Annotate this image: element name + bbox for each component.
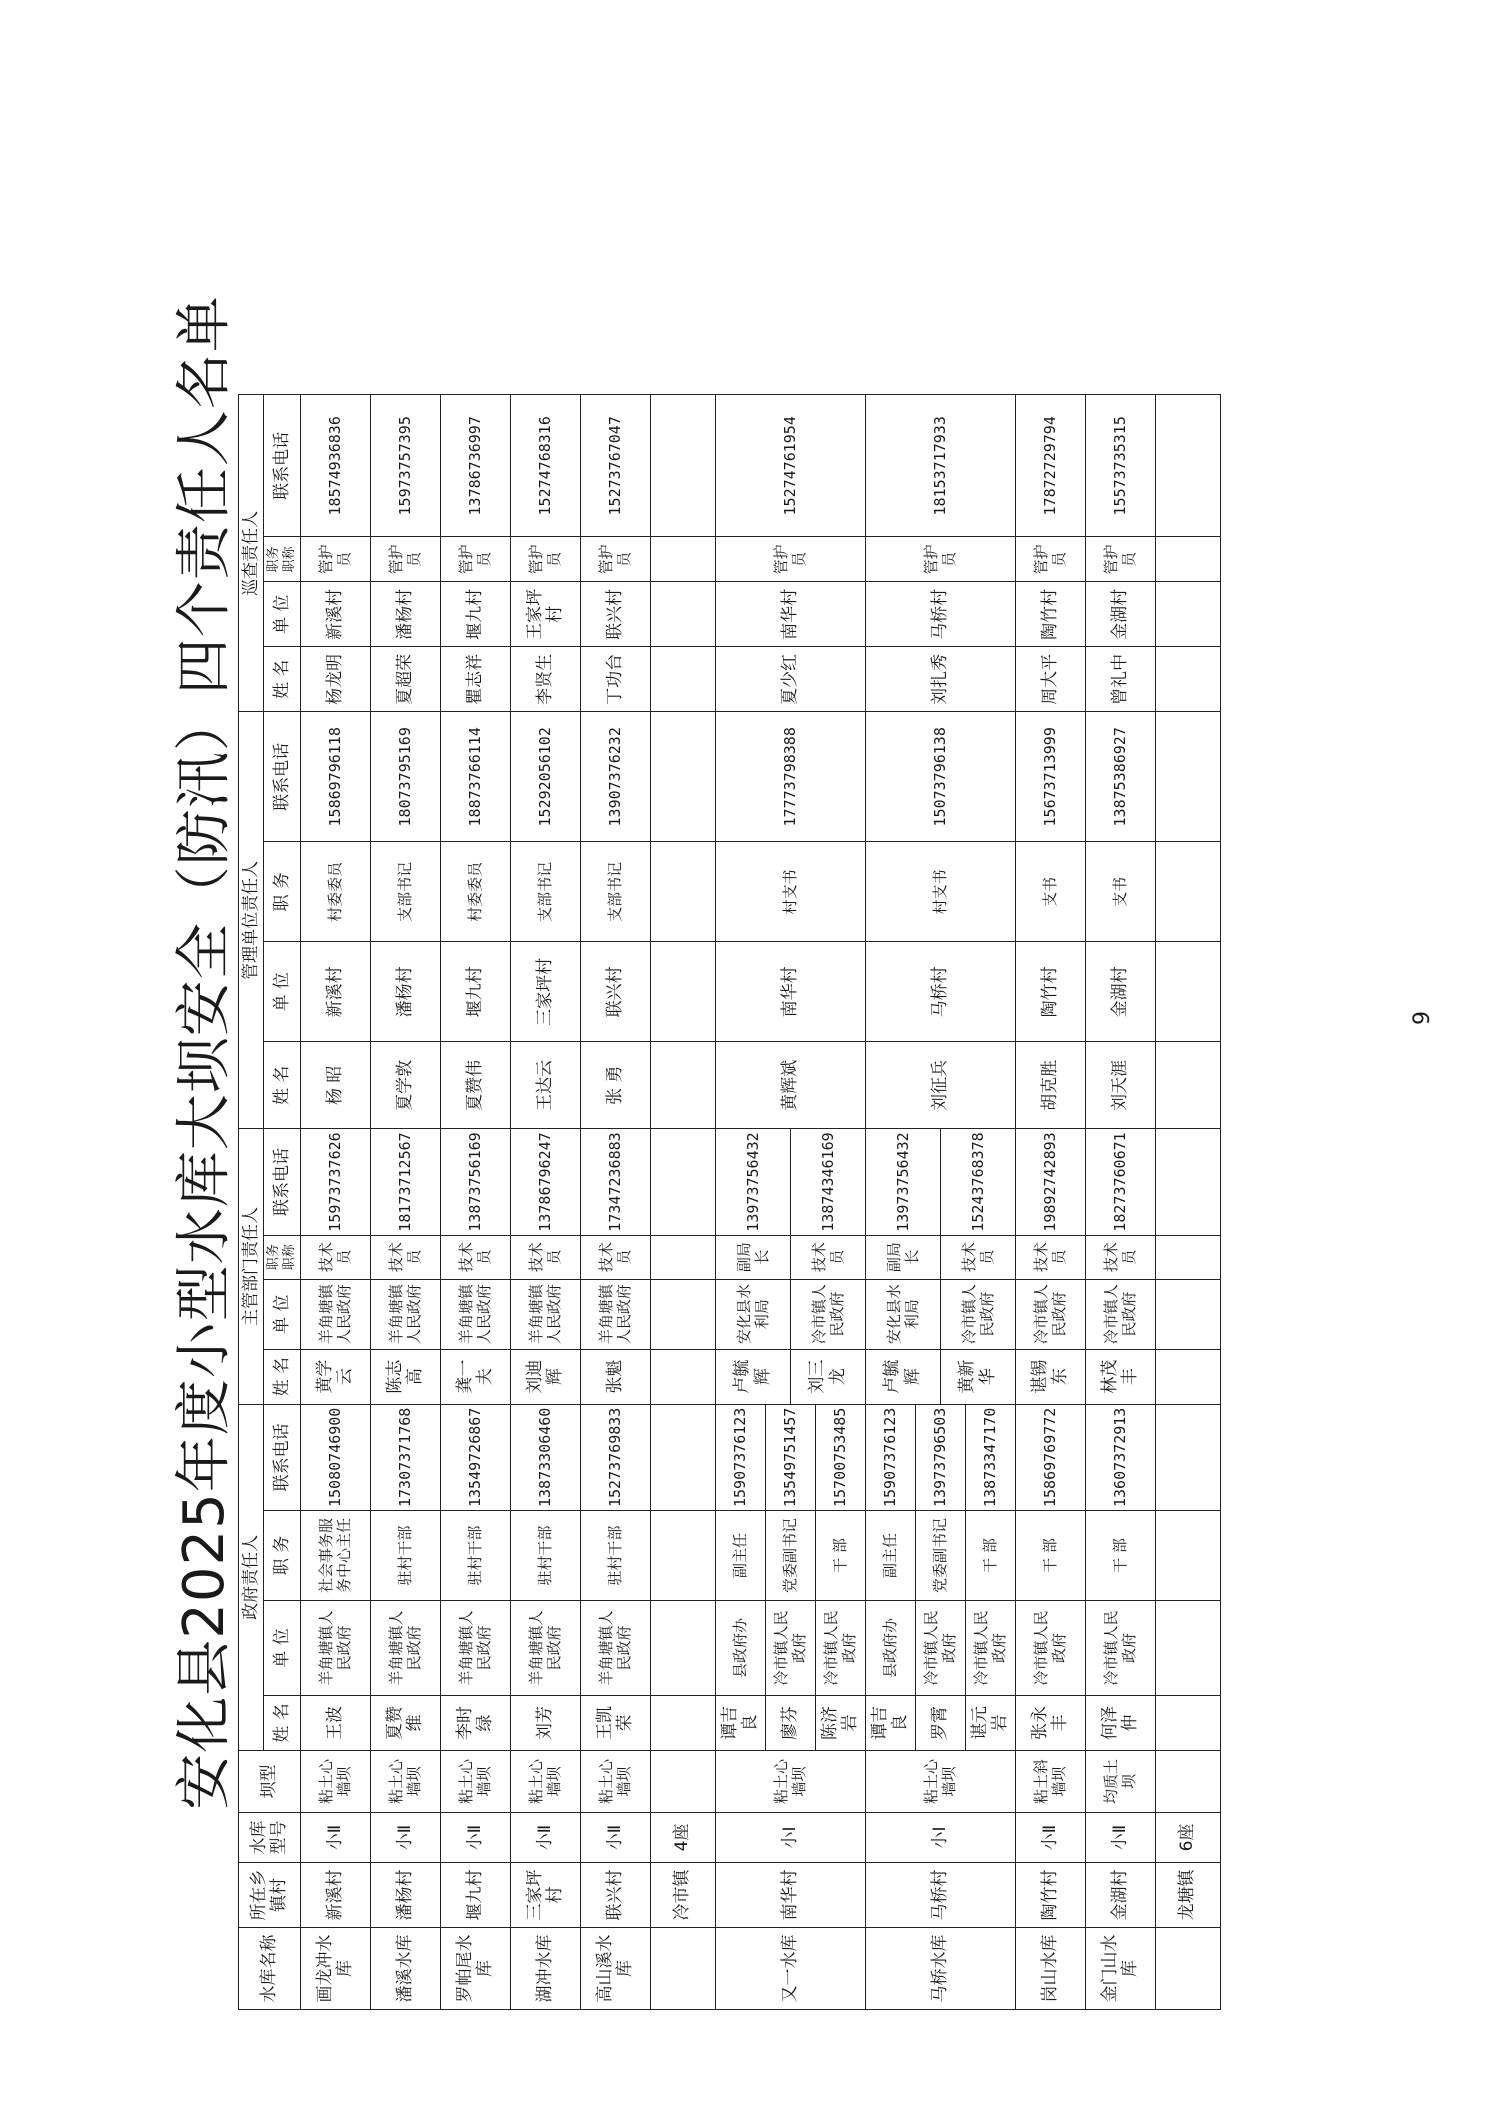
patrol-phone-cell: 15274761954 <box>715 395 865 537</box>
gov-phone-cell: 13549751457 <box>765 1404 815 1510</box>
dept-title-cell: 技术员 <box>370 1235 440 1279</box>
header-mgmt-unit: 单 位 <box>264 942 300 1042</box>
gov-unit-cell: 羊角塘镇人民政府 <box>440 1601 510 1696</box>
subtotal-blank-cell <box>650 537 715 582</box>
mgmt-position-cell: 支书 <box>1015 842 1085 942</box>
dam-type-cell: 粘土心墙坝 <box>370 1751 440 1813</box>
reservoir-type-cell: 小Ⅱ <box>1015 1813 1085 1863</box>
patrol-name-cell: 瞿志祥 <box>440 647 510 712</box>
dept-title-cell: 技术员 <box>1015 1235 1085 1279</box>
village-cell: 马桥村 <box>865 1863 1015 1928</box>
dept-title-cell: 副局长 <box>865 1235 940 1279</box>
header-patrol-phone: 联系电话 <box>264 395 300 537</box>
subtotal-blank-cell <box>1155 582 1220 647</box>
dept-title-cell: 技术员 <box>300 1235 370 1279</box>
gov-unit-cell: 冷市镇人民政府 <box>815 1601 865 1696</box>
village-cell: 堰九村 <box>440 1863 510 1928</box>
mgmt-name-cell: 夏赞伟 <box>440 1042 510 1129</box>
subtotal-blank-cell <box>650 712 715 842</box>
dept-unit-cell: 羊角塘镇人民政府 <box>580 1279 650 1349</box>
header-dept-title: 职务职称 <box>264 1235 300 1279</box>
reservoir-name-cell: 湖冲水库 <box>510 1928 580 2010</box>
gov-unit-cell: 冷市镇人民政府 <box>765 1601 815 1696</box>
patrol-phone-cell: 15973757395 <box>370 395 440 537</box>
dept-title-cell: 技术员 <box>440 1235 510 1279</box>
gov-name-cell: 李时绿 <box>440 1696 510 1751</box>
dept-name-cell: 陈志高 <box>370 1349 440 1404</box>
gov-position-cell: 干 部 <box>965 1511 1015 1601</box>
dept-unit-cell: 冷市镇人民政府 <box>1085 1279 1155 1349</box>
gov-name-cell: 廖芬 <box>765 1696 815 1751</box>
mgmt-unit-cell: 新溪村 <box>300 942 370 1042</box>
reservoir-name-cell: 金门山水库 <box>1085 1928 1155 2010</box>
gov-unit-cell: 冷市镇人民政府 <box>965 1601 1015 1696</box>
dam-type-cell: 粘土心墙坝 <box>300 1751 370 1813</box>
gov-phone-cell: 15869769772 <box>1015 1404 1085 1510</box>
patrol-phone-cell: 18574936836 <box>300 395 370 537</box>
dept-phone-cell: 18273760671 <box>1085 1129 1155 1235</box>
mgmt-unit-cell: 马桥村 <box>865 942 1015 1042</box>
gov-phone-cell: 13549726867 <box>440 1404 510 1510</box>
patrol-unit-cell: 潘杨村 <box>370 582 440 647</box>
patrol-unit-cell: 南华村 <box>715 582 865 647</box>
gov-unit-cell: 冷市镇人民政府 <box>1015 1601 1085 1696</box>
patrol-name-cell: 夏少红 <box>715 647 865 712</box>
gov-phone-cell: 13607372913 <box>1085 1404 1155 1510</box>
gov-unit-cell: 羊角塘镇人民政府 <box>510 1601 580 1696</box>
subtotal-blank-cell <box>1155 1751 1220 1813</box>
gov-phone-cell: 15700753485 <box>815 1404 865 1510</box>
gov-phone-cell: 15907376123 <box>715 1404 765 1510</box>
mgmt-phone-cell: 13875386927 <box>1085 712 1155 842</box>
responsibility-table <box>238 394 1221 2010</box>
reservoir-type-cell: 小Ⅱ <box>370 1813 440 1863</box>
patrol-name-cell: 周大平 <box>1015 647 1085 712</box>
gov-unit-cell: 羊角塘镇人民政府 <box>580 1601 650 1696</box>
village-cell: 潘杨村 <box>370 1863 440 1928</box>
mgmt-position-cell: 村委委员 <box>300 842 370 942</box>
subtotal-blank-cell <box>1155 1601 1220 1696</box>
reservoir-type-cell: 小Ⅱ <box>440 1813 510 1863</box>
reservoir-name-cell: 潘溪水库 <box>370 1928 440 2010</box>
mgmt-unit-cell: 潘杨村 <box>370 942 440 1042</box>
subtotal-blank-cell <box>1155 395 1220 537</box>
subtotal-blank-cell <box>650 942 715 1042</box>
subtotal-blank-cell <box>650 395 715 537</box>
dept-phone-cell: 15243768378 <box>940 1129 1015 1235</box>
patrol-unit-cell: 新溪村 <box>300 582 370 647</box>
table-row <box>440 395 510 2010</box>
dam-type-cell: 粘土心墙坝 <box>715 1751 865 1813</box>
header-patrol-name: 姓 名 <box>264 647 300 712</box>
gov-position-cell: 社会事务服务中心主任 <box>300 1511 370 1601</box>
gov-phone-cell: 13873306460 <box>510 1404 580 1510</box>
subtotal-blank-cell <box>650 1696 715 1751</box>
mgmt-unit-cell: 南华村 <box>715 942 865 1042</box>
dept-title-cell: 技术员 <box>940 1235 1015 1279</box>
subtotal-town-cell: 冷市镇 <box>650 1863 715 1928</box>
header-patrol-title: 职务职称 <box>264 537 300 582</box>
dept-name-cell: 谌锡东 <box>1015 1349 1085 1404</box>
dept-unit-cell: 羊角塘镇人民政府 <box>440 1279 510 1349</box>
mgmt-position-cell: 村支书 <box>715 842 865 942</box>
header-dept-unit: 单 位 <box>264 1279 300 1349</box>
header-gov-unit: 单 位 <box>264 1601 300 1696</box>
dept-name-cell: 刘迪辉 <box>510 1349 580 1404</box>
patrol-unit-cell: 王家坪村 <box>510 582 580 647</box>
dam-type-cell: 粘土心墙坝 <box>510 1751 580 1813</box>
header-dept-name: 姓 名 <box>264 1349 300 1404</box>
reservoir-type-cell: 小Ⅰ <box>715 1813 865 1863</box>
patrol-title-cell: 管护员 <box>440 537 510 582</box>
subtotal-blank-cell <box>1155 1928 1220 2010</box>
patrol-phone-cell: 15273767047 <box>580 395 650 537</box>
subtotal-blank-cell <box>1155 1404 1220 1510</box>
dept-unit-cell: 冷市镇人民政府 <box>940 1279 1015 1349</box>
table-body <box>300 395 1220 2010</box>
patrol-title-cell: 管护员 <box>510 537 580 582</box>
header-mgmt-name: 姓 名 <box>264 1042 300 1129</box>
village-cell: 陶竹村 <box>1015 1863 1085 1928</box>
header-reservoir-name: 水库名称 <box>239 1928 301 2010</box>
subtotal-blank-cell <box>1155 537 1220 582</box>
gov-name-cell: 陈济岩 <box>815 1696 865 1751</box>
gov-unit-cell: 县政府办 <box>865 1601 915 1696</box>
mgmt-position-cell: 村委委员 <box>440 842 510 942</box>
reservoir-type-cell: 小Ⅱ <box>300 1813 370 1863</box>
patrol-title-cell: 管护员 <box>1085 537 1155 582</box>
subtotal-blank-cell <box>650 1349 715 1404</box>
patrol-name-cell: 李贤生 <box>510 647 580 712</box>
table-row <box>1085 395 1155 2010</box>
gov-unit-cell: 冷市镇人民政府 <box>1085 1601 1155 1696</box>
gov-position-cell: 副主任 <box>715 1511 765 1601</box>
gov-position-cell: 驻村干部 <box>510 1511 580 1601</box>
dept-phone-cell: 13874346169 <box>790 1129 865 1235</box>
subtotal-blank-cell <box>650 842 715 942</box>
patrol-title-cell: 管护员 <box>1015 537 1085 582</box>
gov-position-cell: 副主任 <box>865 1511 915 1601</box>
dept-phone-cell: 15973737626 <box>300 1129 370 1235</box>
mgmt-position-cell: 村支书 <box>865 842 1015 942</box>
dept-name-cell: 黄学云 <box>300 1349 370 1404</box>
subtotal-blank-cell <box>1155 712 1220 842</box>
village-cell: 联兴村 <box>580 1863 650 1928</box>
subtotal-blank-cell <box>1155 1349 1220 1404</box>
table-row <box>300 395 370 2010</box>
mgmt-position-cell: 支部书记 <box>510 842 580 942</box>
reservoir-type-cell: 小Ⅰ <box>865 1813 1015 1863</box>
reservoir-type-cell: 小Ⅱ <box>1085 1813 1155 1863</box>
subtotal-blank-cell <box>1155 842 1220 942</box>
patrol-title-cell: 管护员 <box>370 537 440 582</box>
gov-name-cell: 罗霄 <box>915 1696 965 1751</box>
gov-position-cell: 党委副书记 <box>915 1511 965 1601</box>
patrol-phone-cell: 13786736997 <box>440 395 510 537</box>
mgmt-phone-cell: 15073796138 <box>865 712 1015 842</box>
gov-name-cell: 谭吉良 <box>715 1696 765 1751</box>
header-group-gov: 政府责任人 <box>239 1404 264 1750</box>
reservoir-name-cell: 又一水库 <box>715 1928 865 2010</box>
reservoir-type-cell: 小Ⅱ <box>580 1813 650 1863</box>
subtotal-blank-cell <box>650 1404 715 1510</box>
dam-type-cell: 粘土心墙坝 <box>865 1751 1015 1813</box>
patrol-title-cell: 管护员 <box>715 537 865 582</box>
subtotal-blank-cell <box>1155 1129 1220 1235</box>
subtotal-blank-cell <box>1155 1696 1220 1751</box>
subtotal-blank-cell <box>1155 1235 1220 1279</box>
patrol-phone-cell: 18153717933 <box>865 395 1015 537</box>
reservoir-type-cell: 小Ⅱ <box>510 1813 580 1863</box>
header-gov-name: 姓 名 <box>264 1696 300 1751</box>
mgmt-phone-cell: 17773798388 <box>715 712 865 842</box>
page-number: 9 <box>1410 1011 1435 1025</box>
table-row <box>580 395 650 2010</box>
mgmt-name-cell: 黄辉斌 <box>715 1042 865 1129</box>
gov-name-cell: 王凯荣 <box>580 1696 650 1751</box>
header-dept-phone: 联系电话 <box>264 1129 300 1235</box>
mgmt-unit-cell: 三家坪村 <box>510 942 580 1042</box>
dept-title-cell: 技术员 <box>510 1235 580 1279</box>
gov-position-cell: 驻村干部 <box>580 1511 650 1601</box>
dept-phone-cell: 13873756169 <box>440 1129 510 1235</box>
table-row <box>370 395 440 2010</box>
patrol-unit-cell: 联兴村 <box>580 582 650 647</box>
gov-name-cell: 谭吉良 <box>865 1696 915 1751</box>
header-group-dept: 主管部门责任人 <box>239 1129 264 1404</box>
gov-position-cell: 驻村干部 <box>440 1511 510 1601</box>
gov-name-cell: 王波 <box>300 1696 370 1751</box>
mgmt-name-cell: 刘天涯 <box>1085 1042 1155 1129</box>
dept-title-cell: 技术员 <box>580 1235 650 1279</box>
gov-unit-cell: 羊角塘镇人民政府 <box>300 1601 370 1696</box>
dept-phone-cell: 18173712567 <box>370 1129 440 1235</box>
village-cell: 南华村 <box>715 1863 865 1928</box>
subtotal-count-cell: 6座 <box>1155 1813 1220 1863</box>
subtotal-blank-cell <box>650 1042 715 1129</box>
gov-phone-cell: 15907376123 <box>865 1404 915 1510</box>
patrol-name-cell: 曾礼中 <box>1085 647 1155 712</box>
gov-phone-cell: 17307371768 <box>370 1404 440 1510</box>
gov-position-cell: 驻村干部 <box>370 1511 440 1601</box>
gov-name-cell: 夏赞维 <box>370 1696 440 1751</box>
reservoir-name-cell: 画龙冲水库 <box>300 1928 370 2010</box>
patrol-phone-cell: 15274768316 <box>510 395 580 537</box>
header-gov-position: 职 务 <box>264 1511 300 1601</box>
dept-unit-cell: 安化县水利局 <box>865 1279 940 1349</box>
patrol-phone-cell: 15573735315 <box>1085 395 1155 537</box>
subtotal-blank-cell <box>1155 647 1220 712</box>
patrol-unit-cell: 马桥村 <box>865 582 1015 647</box>
dept-unit-cell: 冷市镇人民政府 <box>790 1279 865 1349</box>
header-gov-phone: 联系电话 <box>264 1404 300 1510</box>
header-mgmt-phone: 联系电话 <box>264 712 300 842</box>
mgmt-unit-cell: 堰九村 <box>440 942 510 1042</box>
subtotal-row <box>650 395 715 2010</box>
mgmt-name-cell: 王达云 <box>510 1042 580 1129</box>
subtotal-blank-cell <box>650 647 715 712</box>
mgmt-phone-cell: 15869796118 <box>300 712 370 842</box>
gov-position-cell: 干 部 <box>1015 1511 1085 1601</box>
reservoir-name-cell: 岗山水库 <box>1015 1928 1085 2010</box>
mgmt-name-cell: 张 勇 <box>580 1042 650 1129</box>
dept-name-cell: 刘三龙 <box>790 1349 865 1404</box>
reservoir-name-cell: 马桥水库 <box>865 1928 1015 2010</box>
gov-name-cell: 刘芳 <box>510 1696 580 1751</box>
subtotal-row <box>1155 395 1220 2010</box>
dept-phone-cell: 19892742893 <box>1015 1129 1085 1235</box>
mgmt-phone-cell: 18873766114 <box>440 712 510 842</box>
gov-name-cell: 张永丰 <box>1015 1696 1085 1751</box>
patrol-unit-cell: 金湖村 <box>1085 582 1155 647</box>
gov-phone-cell: 15273769833 <box>580 1404 650 1510</box>
subtotal-blank-cell <box>650 1751 715 1813</box>
subtotal-town-cell: 龙塘镇 <box>1155 1863 1220 1928</box>
mgmt-unit-cell: 联兴村 <box>580 942 650 1042</box>
gov-position-cell: 干 部 <box>815 1511 865 1601</box>
dept-name-cell: 张魁 <box>580 1349 650 1404</box>
dam-type-cell: 均质土坝 <box>1085 1751 1155 1813</box>
subtotal-blank-cell <box>650 1235 715 1279</box>
subtotal-blank-cell <box>1155 1279 1220 1349</box>
gov-phone-cell: 13873347170 <box>965 1404 1015 1510</box>
header-dam-type: 坝型 <box>239 1751 301 1813</box>
gov-unit-cell: 县政府办 <box>715 1601 765 1696</box>
mgmt-phone-cell: 13907376232 <box>580 712 650 842</box>
mgmt-name-cell: 刘征兵 <box>865 1042 1015 1129</box>
table-row <box>865 395 890 2010</box>
dept-title-cell: 技术员 <box>1085 1235 1155 1279</box>
header-reservoir-type: 水库型号 <box>239 1813 301 1863</box>
gov-unit-cell: 羊角塘镇人民政府 <box>370 1601 440 1696</box>
patrol-name-cell: 丁功台 <box>580 647 650 712</box>
gov-name-cell: 何泽仲 <box>1085 1696 1155 1751</box>
header-group-mgmt: 管理单位责任人 <box>239 712 264 1129</box>
patrol-name-cell: 杨龙明 <box>300 647 370 712</box>
gov-name-cell: 谌元岩 <box>965 1696 1015 1751</box>
mgmt-position-cell: 支书 <box>1085 842 1155 942</box>
subtotal-blank-cell <box>1155 1042 1220 1129</box>
subtotal-blank-cell <box>650 1511 715 1601</box>
header-township-village: 所在乡镇村 <box>239 1863 301 1928</box>
dept-unit-cell: 羊角塘镇人民政府 <box>300 1279 370 1349</box>
village-cell: 金湖村 <box>1085 1863 1155 1928</box>
dept-phone-cell: 13973756432 <box>865 1129 940 1235</box>
dept-title-cell: 技术员 <box>790 1235 865 1279</box>
header-group-row <box>239 395 264 2010</box>
dept-unit-cell: 冷市镇人民政府 <box>1015 1279 1085 1349</box>
mgmt-phone-cell: 15292056102 <box>510 712 580 842</box>
gov-unit-cell: 冷市镇人民政府 <box>915 1601 965 1696</box>
dept-unit-cell: 羊角塘镇人民政府 <box>370 1279 440 1349</box>
patrol-title-cell: 管护员 <box>300 537 370 582</box>
gov-position-cell: 干 部 <box>1085 1511 1155 1601</box>
dept-name-cell: 林茂丰 <box>1085 1349 1155 1404</box>
mgmt-name-cell: 夏学敦 <box>370 1042 440 1129</box>
dept-phone-cell: 17347236883 <box>580 1129 650 1235</box>
header-group-patrol: 巡查责任人 <box>239 395 264 712</box>
reservoir-name-cell: 高山溪水库 <box>580 1928 650 2010</box>
dept-phone-cell: 13786796247 <box>510 1129 580 1235</box>
table-row <box>715 395 740 2010</box>
dept-name-cell: 卢毓辉 <box>715 1349 790 1404</box>
mgmt-unit-cell: 金湖村 <box>1085 942 1155 1042</box>
mgmt-name-cell: 胡克胜 <box>1015 1042 1085 1129</box>
patrol-name-cell: 夏超荣 <box>370 647 440 712</box>
mgmt-phone-cell: 15673713999 <box>1015 712 1085 842</box>
village-cell: 三家坪村 <box>510 1863 580 1928</box>
patrol-title-cell: 管护员 <box>580 537 650 582</box>
dept-unit-cell: 安化县水利局 <box>715 1279 790 1349</box>
village-cell: 新溪村 <box>300 1863 370 1928</box>
subtotal-count-cell: 4座 <box>650 1813 715 1863</box>
dept-unit-cell: 羊角塘镇人民政府 <box>510 1279 580 1349</box>
gov-position-cell: 党委副书记 <box>765 1511 815 1601</box>
dept-phone-cell: 13973756432 <box>715 1129 790 1235</box>
mgmt-name-cell: 杨 昭 <box>300 1042 370 1129</box>
dam-type-cell: 粘土心墙坝 <box>440 1751 510 1813</box>
patrol-name-cell: 刘扎秀 <box>865 647 1015 712</box>
subtotal-blank-cell <box>1155 942 1220 1042</box>
patrol-unit-cell: 陶竹村 <box>1015 582 1085 647</box>
table-row <box>1015 395 1085 2010</box>
document-title: 安化县2025年度小型水库大坝安全（防汛）四个责任人名单 <box>172 295 237 1810</box>
gov-phone-cell: 13973796503 <box>915 1404 965 1510</box>
dept-title-cell: 副局长 <box>715 1235 790 1279</box>
mgmt-position-cell: 支部书记 <box>580 842 650 942</box>
header-mgmt-position: 职 务 <box>264 842 300 942</box>
table-row <box>510 395 580 2010</box>
dept-name-cell: 卢毓辉 <box>865 1349 940 1404</box>
subtotal-blank-cell <box>1155 1511 1220 1601</box>
patrol-unit-cell: 堰九村 <box>440 582 510 647</box>
mgmt-position-cell: 支部书记 <box>370 842 440 942</box>
dam-type-cell: 粘土斜墙坝 <box>1015 1751 1085 1813</box>
subtotal-blank-cell <box>650 582 715 647</box>
dam-type-cell: 粘土心墙坝 <box>580 1751 650 1813</box>
patrol-title-cell: 管护员 <box>865 537 1015 582</box>
subtotal-blank-cell <box>650 1279 715 1349</box>
mgmt-phone-cell: 18073795169 <box>370 712 440 842</box>
dept-name-cell: 黄新华 <box>940 1349 1015 1404</box>
subtotal-blank-cell <box>650 1928 715 2010</box>
gov-phone-cell: 15080746900 <box>300 1404 370 1510</box>
subtotal-blank-cell <box>650 1601 715 1696</box>
patrol-phone-cell: 17872729794 <box>1015 395 1085 537</box>
reservoir-name-cell: 罗帕尾水库 <box>440 1928 510 2010</box>
header-patrol-unit: 单 位 <box>264 582 300 647</box>
subtotal-blank-cell <box>650 1129 715 1235</box>
dept-name-cell: 龚一夫 <box>440 1349 510 1404</box>
mgmt-unit-cell: 陶竹村 <box>1015 942 1085 1042</box>
